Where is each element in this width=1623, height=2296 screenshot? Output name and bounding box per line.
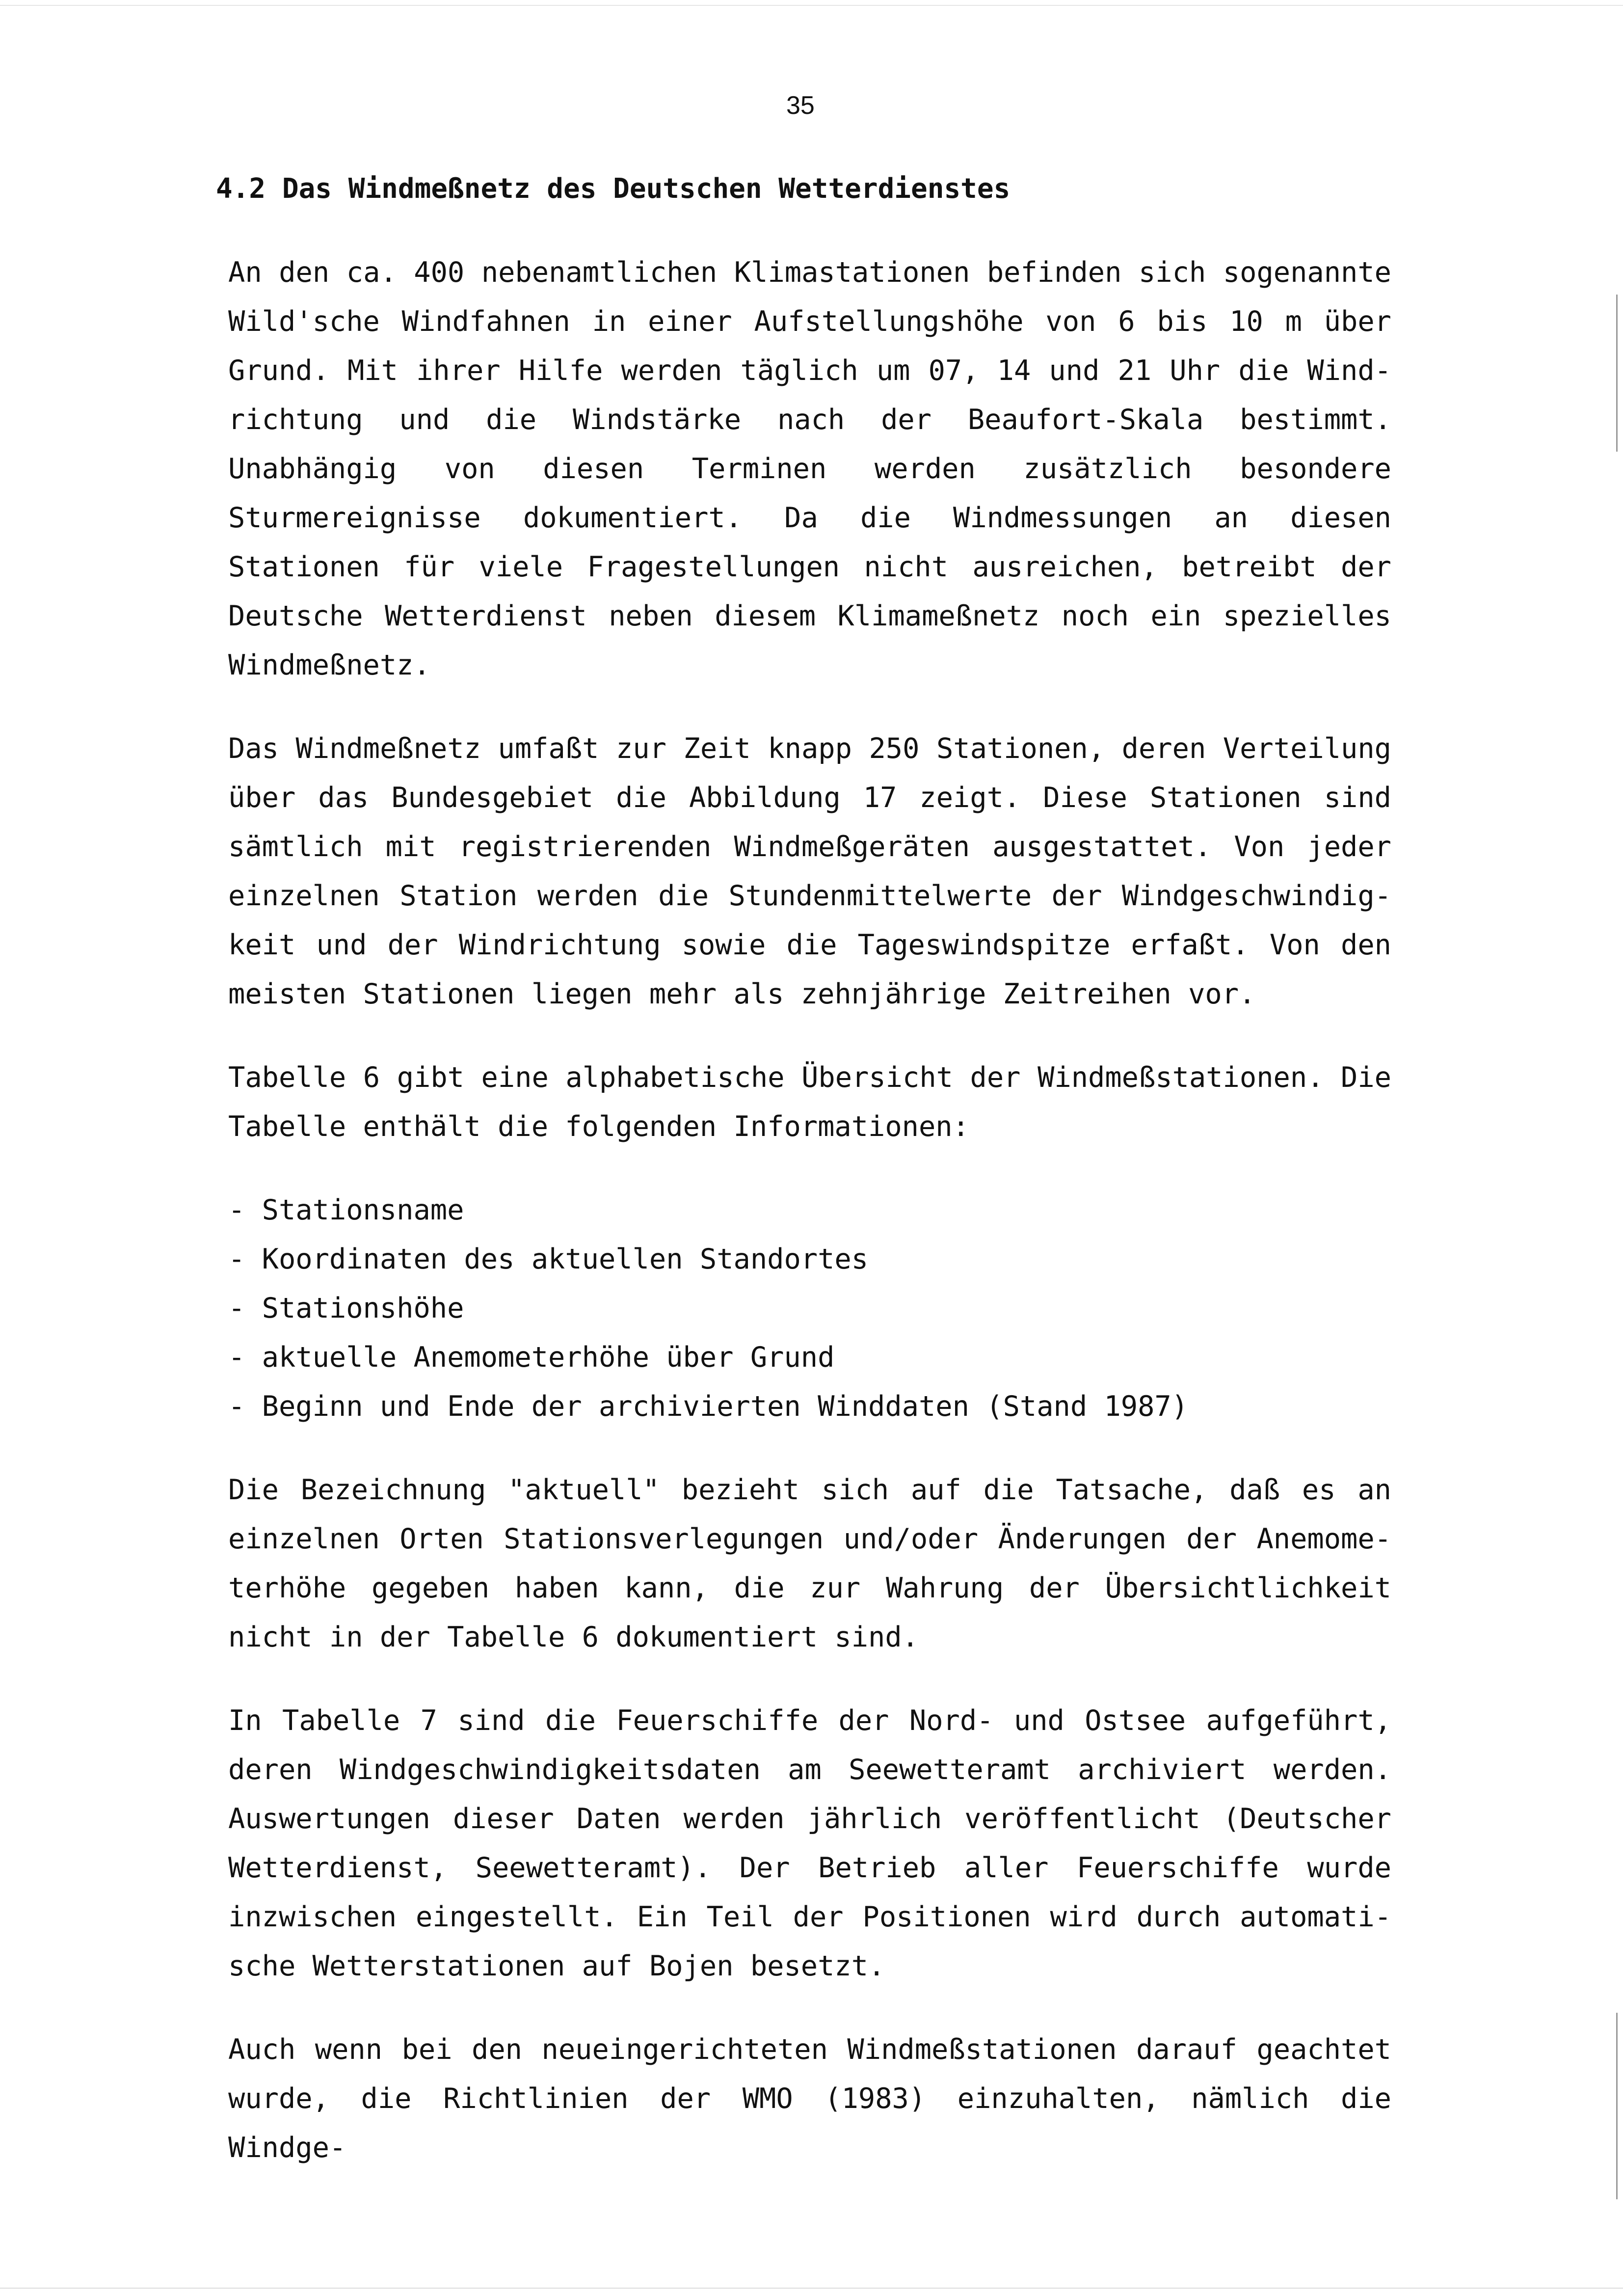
paragraph-1: An den ca. 400 nebenamtlichen Klimastationen befinden sich sogenannte Wild'sche Windfahnen in einer Aufstellungshöhe von 6 bis 10 m über Grund. Mit ihrer Hilfe werden täglich um 07, 14 und 21 Uhr die Windrichtung und die Windstärke nach der Beaufort-Skala bestimmt. Unabhängig von diesen Terminen werden zusätzlich besondere Sturmereignisse dokumentiert. Da die Windmessungen an diesen Stationen für viele Fragestellungen nicht ausreichen, betreibt der Deutsche Wetterdienst neben diesem Klimameßnetz noch ein spezielles Windmeßnetz. [228, 256, 1391, 681]
scan-edge-mark [1616, 295, 1618, 452]
list-item: - Beginn und Ende der archivierten Winddaten (Stand 1987) [228, 1390, 1189, 1423]
list-item: - Stationsname [228, 1194, 464, 1226]
information-list [228, 1186, 1391, 1431]
list-item: - Koordinaten des aktuellen Standortes [228, 1243, 869, 1275]
page-number: 35 [786, 91, 815, 120]
list-item: - aktuelle Anemometerhöhe über Grund [228, 1341, 835, 1374]
scan-edge-mark [0, 5, 1623, 6]
paragraph-4: Die Bezeichnung "aktuell" bezieht sich auf die Tatsache, daß es an einzelnen Orten Stationsverlegungen und/oder Änderungen der Anemometerhöhe gegeben haben kann, die zur Wahrung der Übersichtlichkeit nicht in der Tabelle 6 dokumentiert sind. [228, 1474, 1391, 1653]
paragraph-6: Auch wenn bei den neueingerichteten Windmeßstationen darauf geachtet wurde, die Richtlinien der WMO (1983) einzuhalten, nämlich die Windge- [228, 2033, 1391, 2164]
body-text [228, 248, 1391, 2207]
paragraph-3: Tabelle 6 gibt eine alphabetische Übersicht der Windmeßstationen. Die Tabelle enthält die folgenden Informationen: [228, 1061, 1391, 1143]
section-heading: 4.2 Das Windmeßnetz des Deutschen Wetterdienstes [216, 173, 1011, 205]
scan-edge-mark [1616, 2013, 1618, 2199]
paragraph-2: Das Windmeßnetz umfaßt zur Zeit knapp 250 Stationen, deren Verteilung über das Bundesgebiet die Abbildung 17 zeigt. Diese Stationen sind sämtlich mit registrierenden Windmeßgeräten ausgestattet. Von jeder einzelnen Station werden die Stundenmittelwerte der Windgeschwindigkeit und der Windrichtung sowie die Tageswindspitze erfaßt. Von den meisten Stationen liegen mehr als zehnjährige Zeitreihen vor. [228, 732, 1391, 1010]
scan-edge-mark [0, 2288, 1623, 2289]
paragraph-5: In Tabelle 7 sind die Feuerschiffe der Nord- und Ostsee aufgeführt, deren Windgeschwindigkeitsdaten am Seewetteramt archiviert werden. Auswertungen dieser Daten werden jährlich veröffentlicht (Deutscher Wetterdienst, Seewetteramt). Der Betrieb aller Feuerschiffe wurde inzwischen eingestellt. Ein Teil der Positionen wird durch automatische Wetterstationen auf Bojen besetzt. [228, 1704, 1391, 1982]
list-item: - Stationshöhe [228, 1292, 464, 1324]
